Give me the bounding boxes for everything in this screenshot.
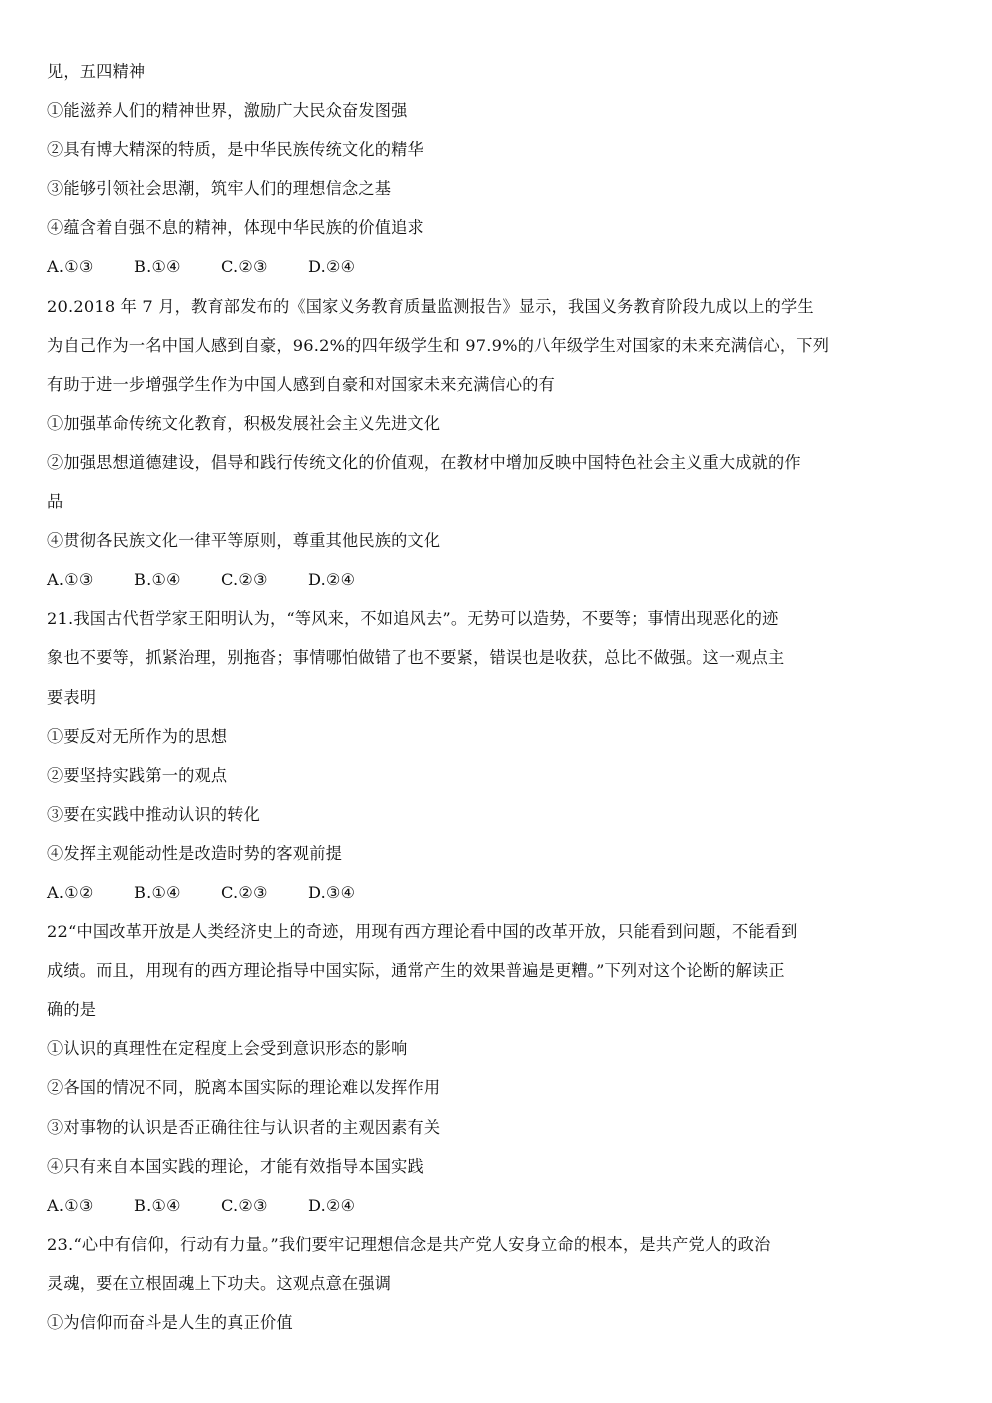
- q21-stem-line-1: 21.我国古代哲学家王阳明认为，“等风来，不如追风去”。无势可以造势，不要等；事情出现恶化的迹: [47, 609, 779, 629]
- q22-item-2: ②各国的情况不同，脱离本国实际的理论难以发挥作用: [47, 1078, 441, 1098]
- q21-item-3: ③要在实践中推动认识的转化: [47, 804, 261, 824]
- q21-item-1: ①要反对无所作为的思想: [47, 726, 228, 746]
- q22-option-d: D.②④: [308, 1195, 356, 1215]
- q19-option-b: B.①④: [134, 257, 181, 277]
- q22-stem-line-3: 确的是: [47, 1000, 97, 1020]
- q19-stem-tail: 见，五四精神: [47, 62, 146, 81]
- q21-item-2: ②要坚持实践第一的观点: [47, 765, 228, 785]
- q22-stem-line-2: 成绩。而且，用现有的西方理论指导中国实际，通常产生的效果普遍是更糟。”下列对这个论断的解读正: [47, 961, 785, 981]
- q20-item-1: ①加强革命传统文化教育，积极发展社会主义先进文化: [47, 413, 441, 433]
- q22-item-3: ③对事物的认识是否正确往往与认识者的主观因素有关: [47, 1117, 441, 1137]
- q20-item-4: ④贯彻各民族文化一律平等原则，尊重其他民族的文化: [47, 531, 441, 551]
- q20-stem-line-1: 20.2018 年 7 月，教育部发布的《国家义务教育质量监测报告》显示，我国义务教育阶段九成以上的学生: [47, 296, 814, 316]
- q21-option-a: A.①②: [47, 882, 94, 902]
- q23-item-1: ①为信仰而奋斗是人生的真正价值: [47, 1313, 293, 1332]
- q19-item-1: ①能滋养人们的精神世界，激励广大民众奋发图强: [47, 101, 408, 121]
- q19-item-4: ④蕴含着自强不息的精神，体现中华民族的价值追求: [47, 218, 424, 238]
- q19-option-a: A.①③: [47, 257, 94, 277]
- q21-option-c: C.②③: [221, 882, 268, 902]
- q20-option-b: B.①④: [134, 570, 181, 590]
- q19-options: [47, 247, 947, 286]
- exam-page: [47, 52, 947, 1342]
- q21-option-b: B.①④: [134, 882, 181, 902]
- q21-stem-line-3: 要表明: [47, 687, 97, 707]
- q22-stem-line-1: 22“中国改革开放是人类经济史上的奇迹，用现有西方理论看中国的改革开放，只能看到问题，不能看到: [47, 922, 798, 942]
- q19-item-3: ③能够引领社会思潮，筑牢人们的理想信念之基: [47, 179, 392, 199]
- q20-stem-line-3: 有助于进一步增强学生作为中国人感到自豪和对国家未来充满信心的有: [47, 374, 556, 394]
- q23-stem-line-2: 灵魂，要在立根固魂上下功夫。这观点意在强调: [47, 1273, 392, 1293]
- q19-option-c: C.②③: [221, 257, 268, 277]
- q20-option-a: A.①③: [47, 570, 94, 590]
- q22-options: [47, 1186, 947, 1225]
- q20-options: [47, 560, 947, 599]
- q22-option-c: C.②③: [221, 1195, 268, 1215]
- q22-item-4: ④只有来自本国实践的理论，才能有效指导本国实践: [47, 1156, 424, 1176]
- q20-item-2: ②加强思想道德建设，倡导和践行传统文化的价值观，在教材中增加反映中国特色社会主义重大成就的作: [47, 452, 801, 472]
- q20-stem-line-2: 为自己作为一名中国人感到自豪，96.2%的四年级学生和 97.9%的八年级学生对国家的未来充满信心，下列: [47, 335, 830, 355]
- q22-option-a: A.①③: [47, 1195, 94, 1215]
- q20-item-2-cont: 品: [47, 492, 64, 512]
- q21-option-d: D.③④: [308, 882, 356, 902]
- q20-option-d: D.②④: [308, 570, 356, 590]
- q19-option-d: D.②④: [308, 257, 356, 277]
- q22-item-1: ①认识的真理性在定程度上会受到意识形态的影响: [47, 1039, 408, 1059]
- q21-item-4: ④发挥主观能动性是改造时势的客观前提: [47, 843, 342, 863]
- q20-option-c: C.②③: [221, 570, 268, 590]
- q23-stem-line-1: 23.“心中有信仰，行动有力量。”我们要牢记理想信念是共产党人安身立命的根本，是共产党人的政治: [47, 1234, 771, 1254]
- q22-option-b: B.①④: [134, 1195, 181, 1215]
- q19-item-2: ②具有博大精深的特质，是中华民族传统文化的精华: [47, 140, 424, 160]
- q21-options: [47, 873, 947, 912]
- q21-stem-line-2: 象也不要等，抓紧治理，别拖沓；事情哪怕做错了也不要紧，错误也是收获，总比不做强。这一观点主: [47, 648, 785, 668]
